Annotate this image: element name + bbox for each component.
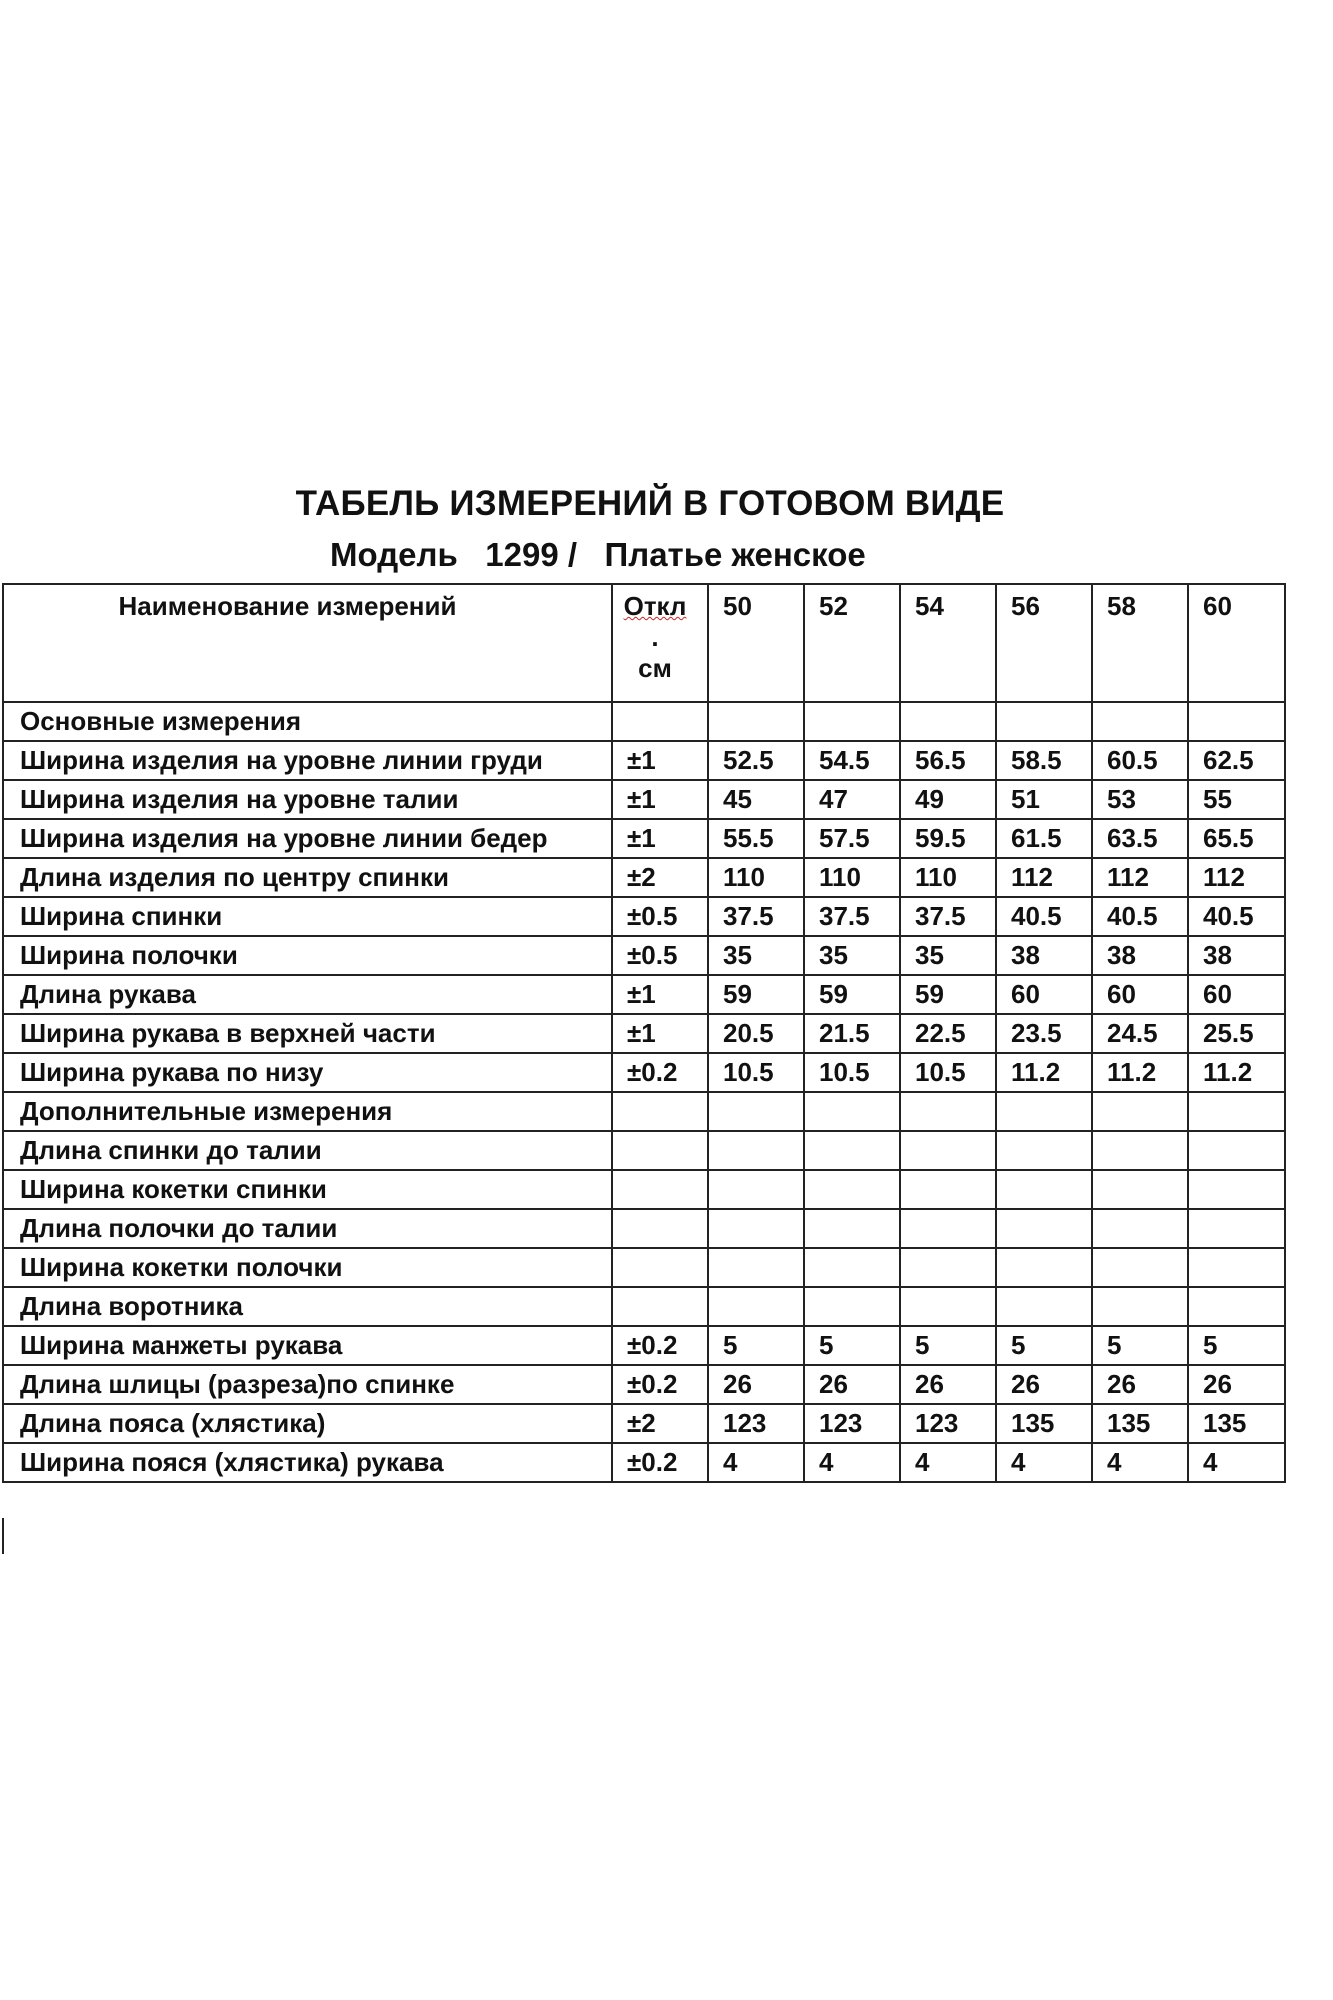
tolerance-value (612, 1248, 708, 1287)
size-value: 61.5 (996, 819, 1092, 858)
header-size: 54 (900, 584, 996, 702)
table-row (3, 1248, 1285, 1287)
size-value (708, 1170, 804, 1209)
table-row (3, 1404, 1285, 1443)
table-row (3, 1209, 1285, 1248)
measurement-name: Длина воротника (3, 1287, 612, 1326)
measurement-name: Дополнительные измерения (3, 1092, 612, 1131)
size-value: 11.2 (1188, 1053, 1285, 1092)
size-value: 54.5 (804, 741, 900, 780)
tolerance-value (612, 1092, 708, 1131)
measurement-name: Ширина изделия на уровне талии (3, 780, 612, 819)
measurement-name: Ширина рукава в верхней части (3, 1014, 612, 1053)
size-value: 4 (996, 1443, 1092, 1482)
size-value: 26 (708, 1365, 804, 1404)
table-row (3, 819, 1285, 858)
measurement-name: Ширина рукава по низу (3, 1053, 612, 1092)
size-value (900, 1170, 996, 1209)
size-value (900, 1092, 996, 1131)
size-value (996, 1287, 1092, 1326)
size-value (1188, 1131, 1285, 1170)
tolerance-dot: . (651, 622, 659, 652)
size-value (804, 1248, 900, 1287)
size-value: 21.5 (804, 1014, 900, 1053)
page-title: ТАБЕЛЬ ИЗМЕРЕНИЙ В ГОТОВОМ ВИДЕ (295, 484, 1005, 523)
size-value: 59.5 (900, 819, 996, 858)
size-value: 123 (708, 1404, 804, 1443)
tolerance-value: ±1 (612, 741, 708, 780)
table-row (3, 702, 1285, 741)
tolerance-value: ±0.2 (612, 1443, 708, 1482)
size-value: 60 (1092, 975, 1188, 1014)
table-row (3, 1326, 1285, 1365)
table-row (3, 741, 1285, 780)
model-subtitle: Модель 1299 / Платье женское (330, 536, 866, 573)
tolerance-value: ±2 (612, 858, 708, 897)
size-value: 110 (900, 858, 996, 897)
size-value: 38 (996, 936, 1092, 975)
size-value: 10.5 (900, 1053, 996, 1092)
size-value: 45 (708, 780, 804, 819)
size-value (996, 1248, 1092, 1287)
table-row (3, 1443, 1285, 1482)
tolerance-value (612, 1209, 708, 1248)
size-value (708, 1287, 804, 1326)
size-value: 49 (900, 780, 996, 819)
table-row (3, 858, 1285, 897)
size-value: 60 (996, 975, 1092, 1014)
tolerance-value: ±1 (612, 819, 708, 858)
size-value (996, 1170, 1092, 1209)
size-value (900, 1248, 996, 1287)
size-value: 11.2 (1092, 1053, 1188, 1092)
size-value: 40.5 (996, 897, 1092, 936)
size-value: 20.5 (708, 1014, 804, 1053)
table-row (3, 897, 1285, 936)
table-row (3, 1014, 1285, 1053)
tolerance-label: Откл (623, 591, 687, 621)
size-value (1188, 1287, 1285, 1326)
size-value: 59 (804, 975, 900, 1014)
measurement-name: Ширина манжеты рукава (3, 1326, 612, 1365)
size-value (804, 1131, 900, 1170)
tolerance-value: ±0.2 (612, 1053, 708, 1092)
size-value: 110 (708, 858, 804, 897)
size-value (1092, 1209, 1188, 1248)
tolerance-value: ±0.5 (612, 897, 708, 936)
size-value: 40.5 (1092, 897, 1188, 936)
table-row (3, 975, 1285, 1014)
size-value: 55.5 (708, 819, 804, 858)
size-value (1188, 1170, 1285, 1209)
table-row (3, 1170, 1285, 1209)
size-value: 37.5 (900, 897, 996, 936)
size-value (708, 1248, 804, 1287)
size-value (804, 1170, 900, 1209)
size-value: 110 (804, 858, 900, 897)
tolerance-value: ±0.2 (612, 1365, 708, 1404)
size-value (708, 1209, 804, 1248)
size-value: 5 (708, 1326, 804, 1365)
size-value: 26 (900, 1365, 996, 1404)
size-value: 4 (900, 1443, 996, 1482)
table-row (3, 936, 1285, 975)
table-row (3, 780, 1285, 819)
size-value: 58.5 (996, 741, 1092, 780)
measurement-name: Ширина кокетки спинки (3, 1170, 612, 1209)
size-value: 10.5 (708, 1053, 804, 1092)
size-value: 4 (1092, 1443, 1188, 1482)
size-value: 51 (996, 780, 1092, 819)
size-value: 23.5 (996, 1014, 1092, 1053)
size-value: 112 (1188, 858, 1285, 897)
size-value: 63.5 (1092, 819, 1188, 858)
tolerance-value: ±1 (612, 975, 708, 1014)
size-value (900, 1287, 996, 1326)
size-value: 60 (1188, 975, 1285, 1014)
size-value: 4 (708, 1443, 804, 1482)
measurement-name: Ширина изделия на уровне линии груди (3, 741, 612, 780)
size-value: 5 (1188, 1326, 1285, 1365)
size-value (1188, 702, 1285, 741)
size-value (708, 1131, 804, 1170)
tolerance-value (612, 1287, 708, 1326)
size-value: 123 (804, 1404, 900, 1443)
size-value (996, 702, 1092, 741)
size-value: 40.5 (1188, 897, 1285, 936)
tolerance-value: ±0.5 (612, 936, 708, 975)
size-value: 52.5 (708, 741, 804, 780)
size-value (900, 702, 996, 741)
size-value: 35 (804, 936, 900, 975)
measurement-name: Длина спинки до талии (3, 1131, 612, 1170)
size-value (804, 1092, 900, 1131)
size-value: 5 (804, 1326, 900, 1365)
size-value: 5 (1092, 1326, 1188, 1365)
size-value: 11.2 (996, 1053, 1092, 1092)
tolerance-value: ±1 (612, 780, 708, 819)
size-value (804, 1287, 900, 1326)
size-value (1092, 1248, 1188, 1287)
size-value: 26 (804, 1365, 900, 1404)
size-value: 123 (900, 1404, 996, 1443)
header-size: 50 (708, 584, 804, 702)
size-value (1188, 1209, 1285, 1248)
size-value (900, 1131, 996, 1170)
size-value (1188, 1092, 1285, 1131)
table-row (3, 1131, 1285, 1170)
size-value (1188, 1248, 1285, 1287)
size-value: 62.5 (1188, 741, 1285, 780)
size-value: 35 (900, 936, 996, 975)
size-value (1092, 1092, 1188, 1131)
size-value (804, 1209, 900, 1248)
measurement-name: Ширина кокетки полочки (3, 1248, 612, 1287)
size-value: 4 (1188, 1443, 1285, 1482)
size-value: 60.5 (1092, 741, 1188, 780)
size-value: 59 (900, 975, 996, 1014)
size-value (900, 1209, 996, 1248)
header-tolerance (612, 584, 708, 702)
tolerance-value (612, 1131, 708, 1170)
size-value: 65.5 (1188, 819, 1285, 858)
size-value (804, 702, 900, 741)
table-row (3, 1287, 1285, 1326)
tolerance-unit: см (638, 653, 672, 683)
size-value: 59 (708, 975, 804, 1014)
size-value: 37.5 (708, 897, 804, 936)
size-value (996, 1092, 1092, 1131)
measurement-name: Ширина изделия на уровне линии бедер (3, 819, 612, 858)
header-size: 58 (1092, 584, 1188, 702)
size-value: 4 (804, 1443, 900, 1482)
measurement-name: Длина пояса (хлястика) (3, 1404, 612, 1443)
size-value (1092, 1131, 1188, 1170)
size-value (1092, 702, 1188, 741)
size-value: 57.5 (804, 819, 900, 858)
size-value: 5 (900, 1326, 996, 1365)
tolerance-value: ±1 (612, 1014, 708, 1053)
size-value: 135 (1092, 1404, 1188, 1443)
size-value: 26 (1188, 1365, 1285, 1404)
tolerance-value (612, 1170, 708, 1209)
size-value: 24.5 (1092, 1014, 1188, 1053)
size-value: 35 (708, 936, 804, 975)
size-value: 10.5 (804, 1053, 900, 1092)
size-value: 38 (1092, 936, 1188, 975)
size-value (708, 1092, 804, 1131)
table-row (3, 1365, 1285, 1404)
size-value: 26 (1092, 1365, 1188, 1404)
measurement-name: Длина изделия по центру спинки (3, 858, 612, 897)
table-row (3, 1092, 1285, 1131)
header-measurement-name: Наименование измерений (3, 584, 612, 702)
size-value: 112 (1092, 858, 1188, 897)
size-value (996, 1209, 1092, 1248)
size-value (996, 1131, 1092, 1170)
size-value: 47 (804, 780, 900, 819)
table-row (3, 1053, 1285, 1092)
table-header-row (3, 584, 1285, 702)
size-value: 53 (1092, 780, 1188, 819)
size-value: 56.5 (900, 741, 996, 780)
measurement-name: Ширина спинки (3, 897, 612, 936)
tolerance-value: ±0.2 (612, 1326, 708, 1365)
tolerance-value (612, 702, 708, 741)
measurement-name: Ширина полочки (3, 936, 612, 975)
measurement-name: Основные измерения (3, 702, 612, 741)
size-value: 38 (1188, 936, 1285, 975)
header-size: 56 (996, 584, 1092, 702)
size-value: 135 (996, 1404, 1092, 1443)
size-value: 37.5 (804, 897, 900, 936)
measurement-name: Ширина пояся (хлястика) рукава (3, 1443, 612, 1482)
measurement-name: Длина рукава (3, 975, 612, 1014)
header-size: 60 (1188, 584, 1285, 702)
size-value: 135 (1188, 1404, 1285, 1443)
size-value (708, 702, 804, 741)
size-value: 22.5 (900, 1014, 996, 1053)
measurement-table (2, 583, 1286, 1483)
size-value: 26 (996, 1365, 1092, 1404)
size-value: 5 (996, 1326, 1092, 1365)
measurement-name: Длина полочки до талии (3, 1209, 612, 1248)
table-border-stub (2, 1518, 4, 1554)
tolerance-value: ±2 (612, 1404, 708, 1443)
size-value: 55 (1188, 780, 1285, 819)
measurement-name: Длина шлицы (разреза)по спинке (3, 1365, 612, 1404)
size-value: 25.5 (1188, 1014, 1285, 1053)
size-value (1092, 1287, 1188, 1326)
size-value: 112 (996, 858, 1092, 897)
size-value (1092, 1170, 1188, 1209)
header-size: 52 (804, 584, 900, 702)
